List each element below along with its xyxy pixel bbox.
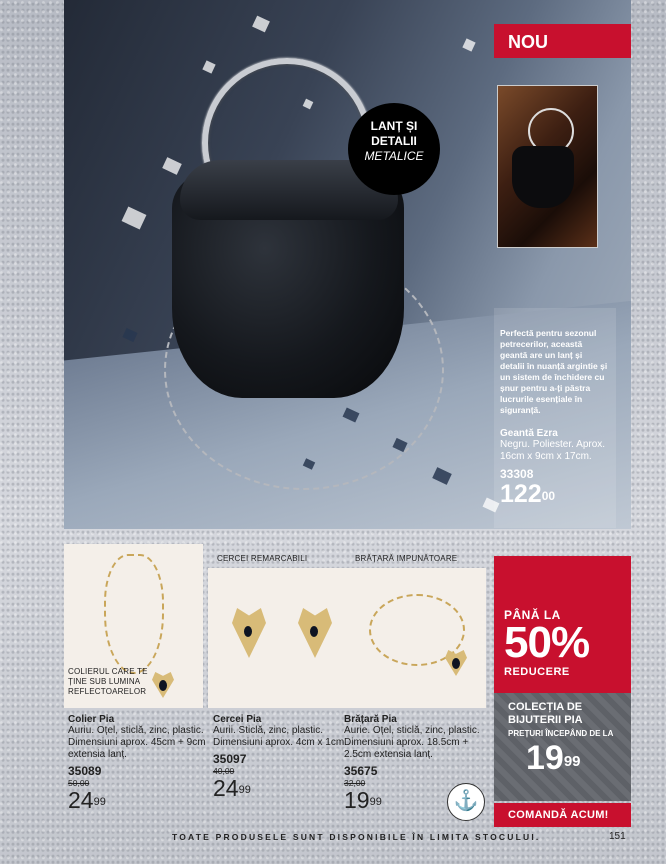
old-price: 50,00	[68, 778, 90, 788]
collection-price	[526, 738, 631, 778]
price-decimal: 99	[563, 753, 581, 770]
earrings-info	[213, 714, 353, 800]
confetti-piece	[162, 157, 182, 175]
inset-bag	[512, 146, 574, 208]
hero-product-info	[494, 308, 616, 528]
price-decimal: 00	[541, 489, 556, 503]
prices-from-label: PREȚURI ÎNCEPÂND DE LA	[508, 729, 614, 738]
necklace-info	[68, 714, 208, 812]
page-number: 151	[609, 831, 626, 842]
price-decimal: 99	[238, 784, 251, 796]
confetti-piece	[122, 328, 137, 342]
necklace-photo	[64, 544, 203, 708]
price-integer: 122	[500, 480, 542, 508]
product-name: Brățară Pia	[344, 714, 397, 725]
promo-up-to: PÂNĂ LA	[504, 608, 561, 622]
confetti-piece	[122, 207, 147, 230]
hero-price	[500, 481, 608, 507]
collection-promo	[494, 693, 631, 801]
hero-product-name: Geantă Ezra	[500, 428, 558, 439]
bracelet-charm	[445, 650, 467, 676]
new-badge: NOU	[494, 24, 631, 58]
product-name: Cercei Pia	[213, 714, 262, 725]
earring-right	[298, 608, 332, 658]
product-code: 35089	[68, 764, 102, 778]
collection-title: COLECȚIA DE BIJUTERII PIA	[508, 701, 583, 726]
necklace-label: COLIERUL CARE TE ȚINE SUB LUMINA REFLECTOARELOR	[68, 667, 148, 696]
price-integer: 24	[213, 775, 239, 801]
product-details: Aurie. Oțel, sticlă, zinc, plastic. Dimensiuni aprox. 18.5cm + 2.5cm extensia lanț.	[344, 725, 480, 760]
confetti-piece	[462, 38, 475, 51]
confetti-piece	[202, 60, 215, 73]
product-name: Colier Pia	[68, 714, 115, 725]
price-integer: 24	[68, 787, 94, 813]
product-price	[68, 788, 208, 812]
price-decimal: 99	[369, 796, 382, 808]
metal-details-badge	[348, 103, 440, 195]
hero-description: Perfectă pentru sezonul petrecerilor, această geantă are un lanț și detalii în nuanță argintie și un sistem de închidere cu șnur pentru a-ți păstra lucrurile esențiale în siguranță.	[500, 328, 608, 415]
earrings-photo	[208, 568, 347, 708]
promo-percent: 50%	[504, 618, 590, 667]
old-price: 40,00	[213, 766, 235, 776]
discount-promo	[494, 556, 631, 693]
price-integer: 19	[344, 787, 370, 813]
hero-product-code: 33308	[500, 467, 534, 481]
badge-line-1: LANȚ ȘI	[370, 119, 418, 133]
hero-product-details: Negru. Poliester. Aprox. 16cm x 9cm x 17cm.	[500, 439, 606, 462]
badge-line-3: METALICE	[364, 149, 424, 163]
product-details: Aurii. Sticlă, zinc, plastic. Dimensiuni aprox. 4cm x 1cm.	[213, 725, 347, 748]
order-now-button[interactable]: COMANDĂ ACUM!	[494, 803, 631, 827]
badge-line-2: DETALII	[371, 134, 417, 148]
product-code: 35097	[213, 752, 247, 766]
bracelet-photo	[347, 568, 486, 708]
inset-photo-model	[497, 85, 598, 248]
earring-left	[232, 608, 266, 658]
product-details: Auriu. Oțel, sticlă, zinc, plastic. Dimensiuni aprox. 45cm + 9cm extensia lanț.	[68, 725, 206, 760]
confetti-piece	[252, 16, 270, 33]
price-integer: 19	[526, 739, 564, 777]
product-price	[213, 776, 353, 800]
promo-discount: REDUCERE	[504, 666, 570, 678]
old-price: 32,00	[344, 778, 366, 788]
bracelet-label: BRĂȚARĂ IMPUNĂTOARE	[355, 554, 458, 563]
price-decimal: 99	[93, 796, 106, 808]
product-code: 35675	[344, 764, 378, 778]
anchor-icon: ⚓	[447, 783, 485, 821]
earrings-label: CERCEI REMARCABILI	[217, 554, 308, 563]
necklace-chain	[104, 554, 164, 674]
stock-notice: TOATE PRODUSELE SUNT DISPONIBILE ÎN LIMITA STOCULUI.	[172, 832, 541, 842]
